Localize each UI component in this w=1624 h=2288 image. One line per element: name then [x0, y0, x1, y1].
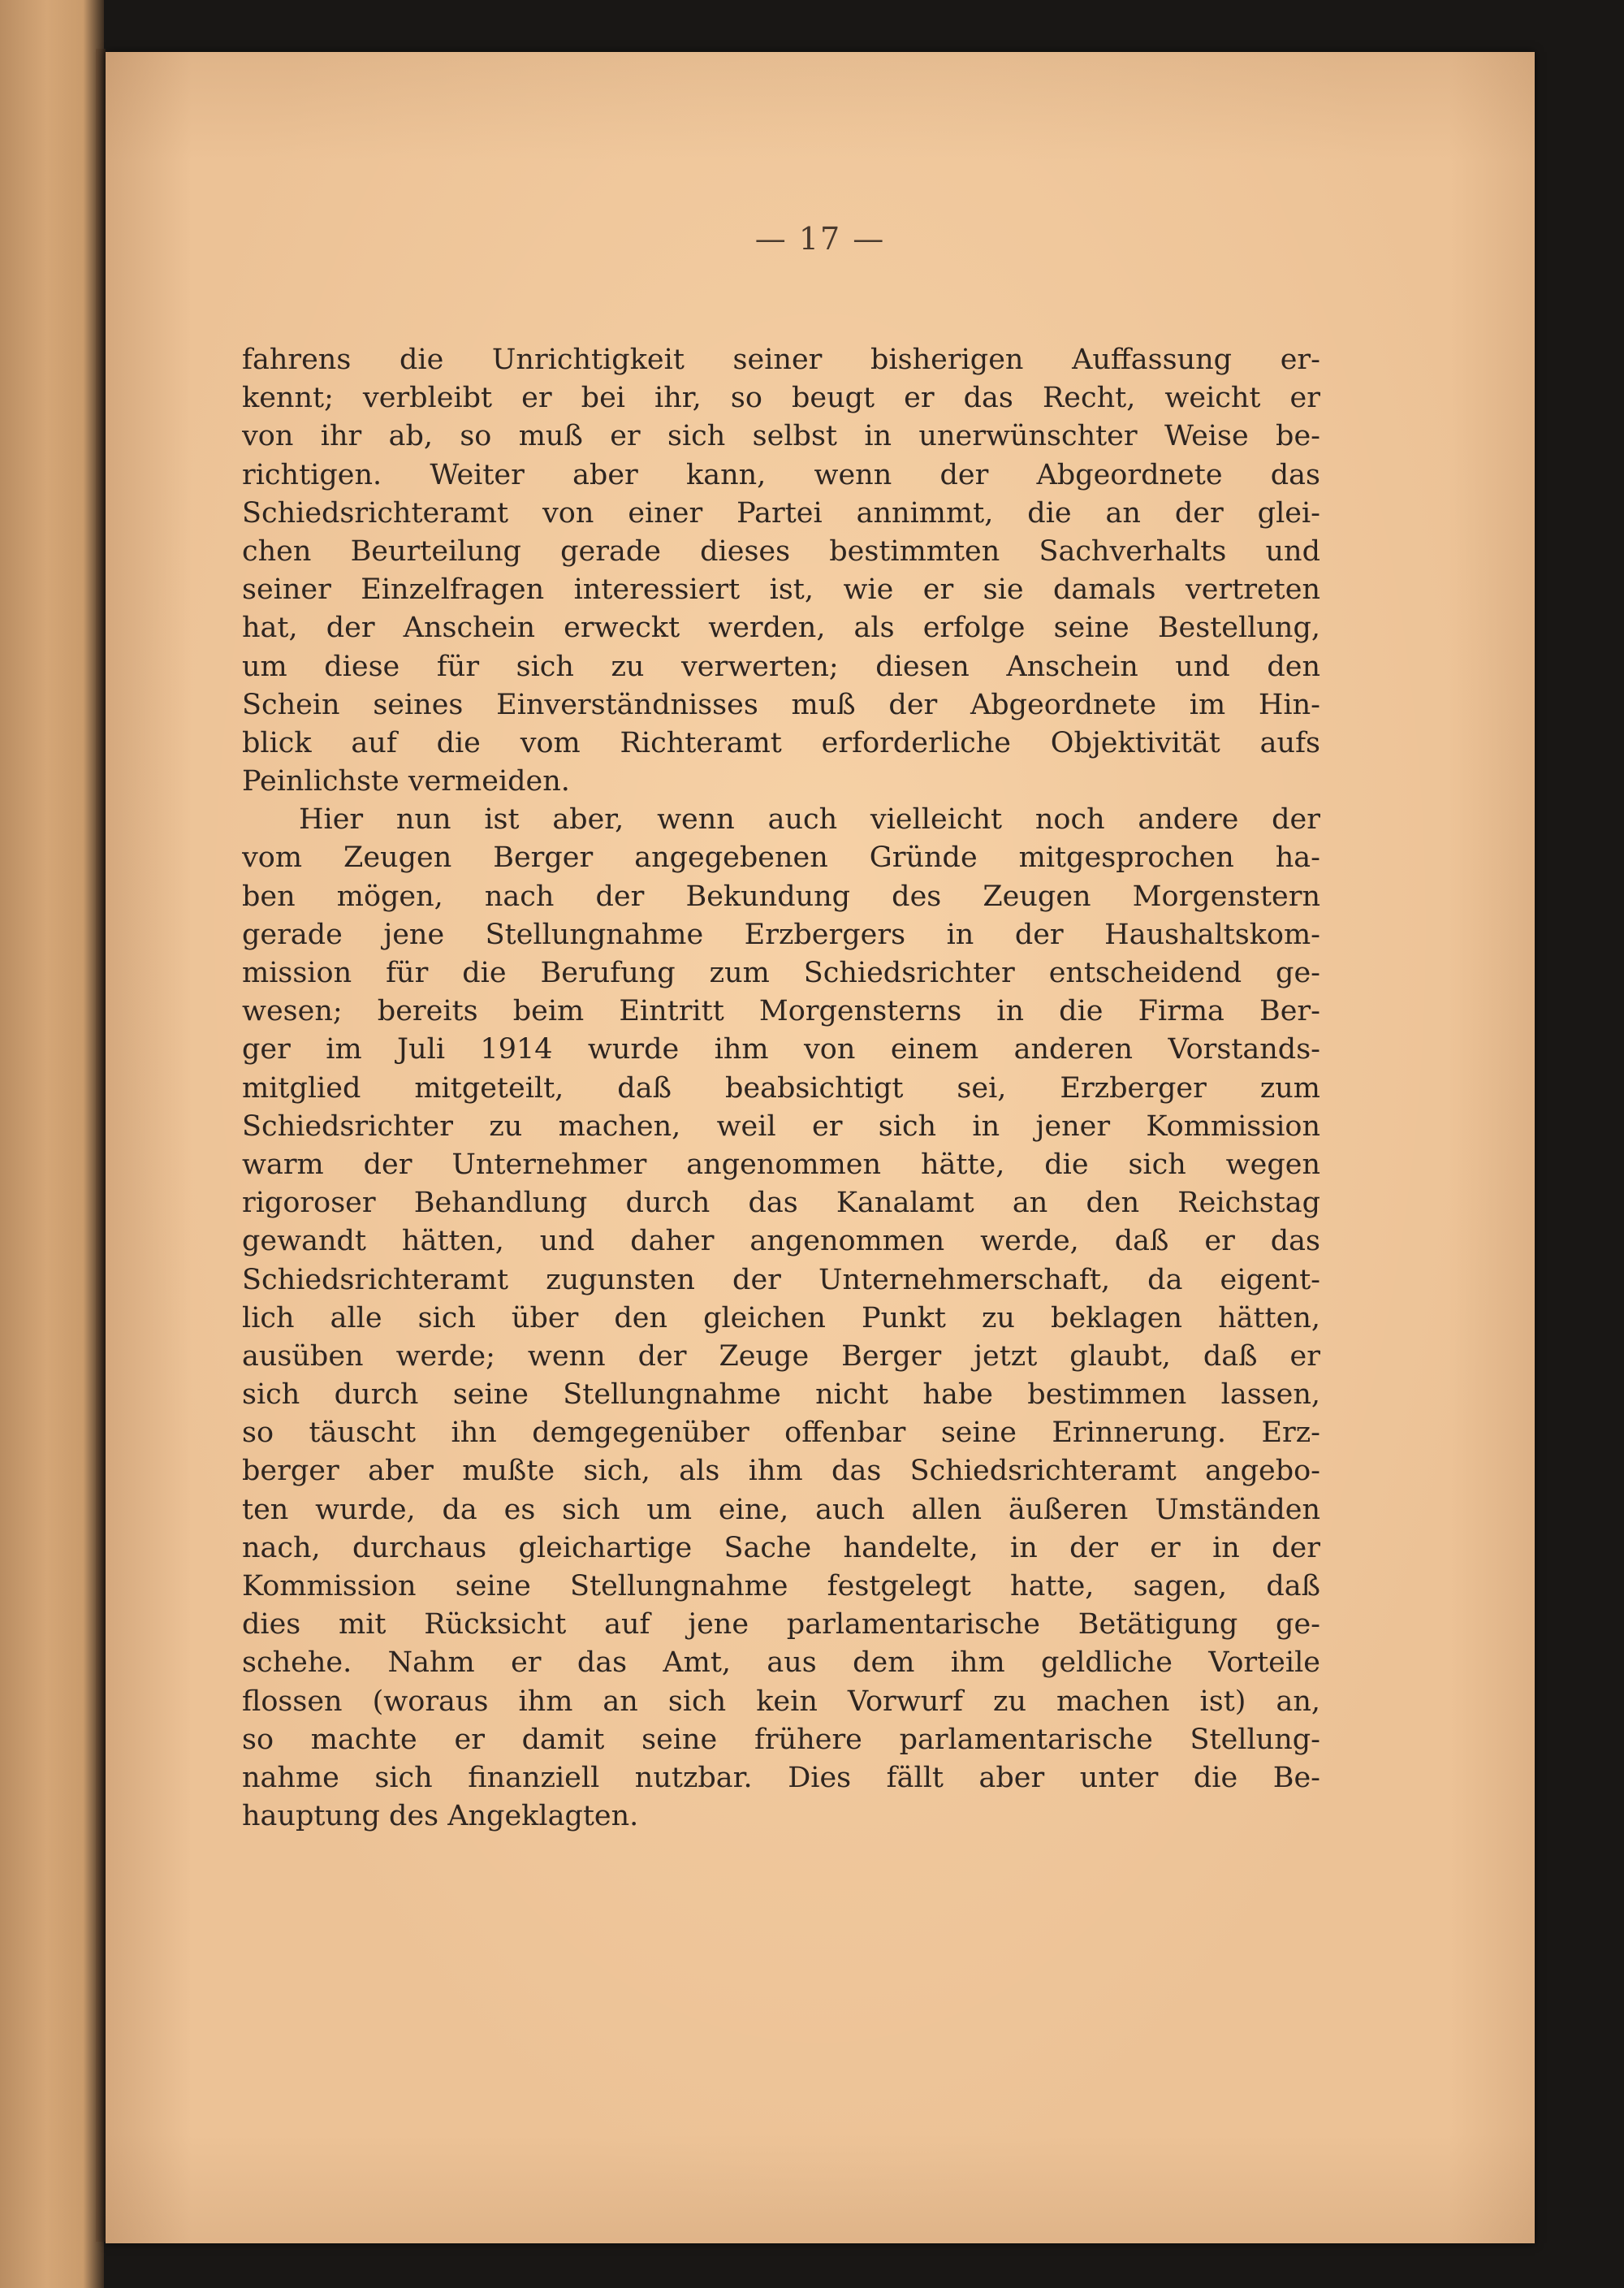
text-line: rigoroser Behandlung durch das Kanalamt an den Reichstag: [242, 1187, 1320, 1220]
text-line: so machte er damit seine frühere parlamentarische Stellung-: [242, 1723, 1320, 1756]
text-line: richtigen. Weiter aber kann, wenn der Abgeordnete das: [242, 458, 1320, 491]
text-line: hat, der Anschein erweckt werden, als erfolge seine Bestellung,: [242, 612, 1320, 645]
text-line: gewandt hätten, und daher angenommen werde, daß er das: [242, 1225, 1320, 1258]
text-line: nach, durchaus gleichartige Sache handelte, in der er in der: [242, 1531, 1320, 1564]
text-line: Kommission seine Stellungnahme festgelegt hatte, sagen, daß: [242, 1570, 1320, 1602]
paragraph-end-line: hauptung des Angeklagten.: [242, 1800, 639, 1833]
book-spine-shadow: [96, 49, 106, 2242]
text-line: schehe. Nahm er das Amt, aus dem ihm geldliche Vorteile: [242, 1646, 1320, 1680]
text-line: Schiedsrichteramt von einer Partei annimmt, die an der glei-: [242, 496, 1320, 530]
page-body-text: [242, 341, 1320, 1836]
text-line: seiner Einzelfragen interessiert ist, wie er sie damals vertreten: [242, 573, 1320, 607]
text-line: nahme sich finanziell nutzbar. Dies fällt aber unter die Be-: [242, 1761, 1320, 1794]
text-line: blick auf die vom Richteramt erforderliche Objektivität aufs: [242, 726, 1320, 759]
previous-page-edge: [0, 0, 104, 2288]
page-number: — 17 —: [754, 221, 886, 257]
text-line: Schiedsrichter zu machen, weil er sich in jener Kommission: [242, 1109, 1320, 1143]
paragraph-start-line: Hier nun ist aber, wenn auch vielleicht noch andere der: [299, 803, 1320, 837]
text-line: warm der Unternehmer angenommen hätte, die sich wegen: [242, 1148, 1320, 1181]
text-line: gerade jene Stellungnahme Erzbergers in der Haushaltskom-: [242, 918, 1320, 951]
text-line: ger im Juli 1914 wurde ihm von einem anderen Vorstands-: [242, 1033, 1320, 1066]
text-line: berger aber mußte sich, als ihm das Schiedsrichteramt angebo-: [242, 1455, 1320, 1488]
text-line: um diese für sich zu verwerten; diesen Anschein und den: [242, 650, 1320, 683]
text-line: ten wurde, da es sich um eine, auch allen äußeren Umständen: [242, 1493, 1320, 1526]
text-line: sich durch seine Stellungnahme nicht habe bestimmen lassen,: [242, 1378, 1320, 1412]
text-line: chen Beurteilung gerade dieses bestimmten Sachverhalts und: [242, 534, 1320, 568]
text-line: Schiedsrichteramt zugunsten der Unternehmerschaft, da eigent-: [242, 1263, 1320, 1296]
text-line: fahrens die Unrichtigkeit seiner bisherigen Auffassung er-: [242, 344, 1320, 376]
text-line: lich alle sich über den gleichen Punkt zu beklagen hätten,: [242, 1301, 1320, 1334]
text-line: mission für die Berufung zum Schiedsrichter entscheidend ge-: [242, 957, 1320, 989]
text-line: flossen (woraus ihm an sich kein Vorwurf zu machen ist) an,: [242, 1685, 1320, 1718]
text-line: ben mögen, nach der Bekundung des Zeugen Morgenstern: [242, 880, 1320, 913]
text-line: von ihr ab, so muß er sich selbst in unerwünschter Weise be-: [242, 420, 1320, 453]
text-line: wesen; bereits beim Eintritt Morgensterns in die Firma Ber-: [242, 995, 1320, 1028]
text-line: mitglied mitgeteilt, daß beabsichtigt sei, Erzberger zum: [242, 1071, 1320, 1105]
text-line: vom Zeugen Berger angegebenen Gründe mitgesprochen ha-: [242, 841, 1320, 875]
book-page: [106, 52, 1535, 2243]
text-line: ausüben werde; wenn der Zeuge Berger jetzt glaubt, daß er: [242, 1339, 1320, 1373]
text-line: kennt; verbleibt er bei ihr, so beugt er das Recht, weicht er: [242, 382, 1320, 415]
paragraph-end-line: Peinlichste vermeiden.: [242, 765, 570, 798]
text-line: Schein seines Einverständnisses muß der Abgeordnete im Hin-: [242, 688, 1320, 721]
text-line: so täuscht ihn demgegenüber offenbar seine Erinnerung. Erz-: [242, 1416, 1320, 1450]
text-line: dies mit Rücksicht auf jene parlamentarische Betätigung ge-: [242, 1608, 1320, 1641]
